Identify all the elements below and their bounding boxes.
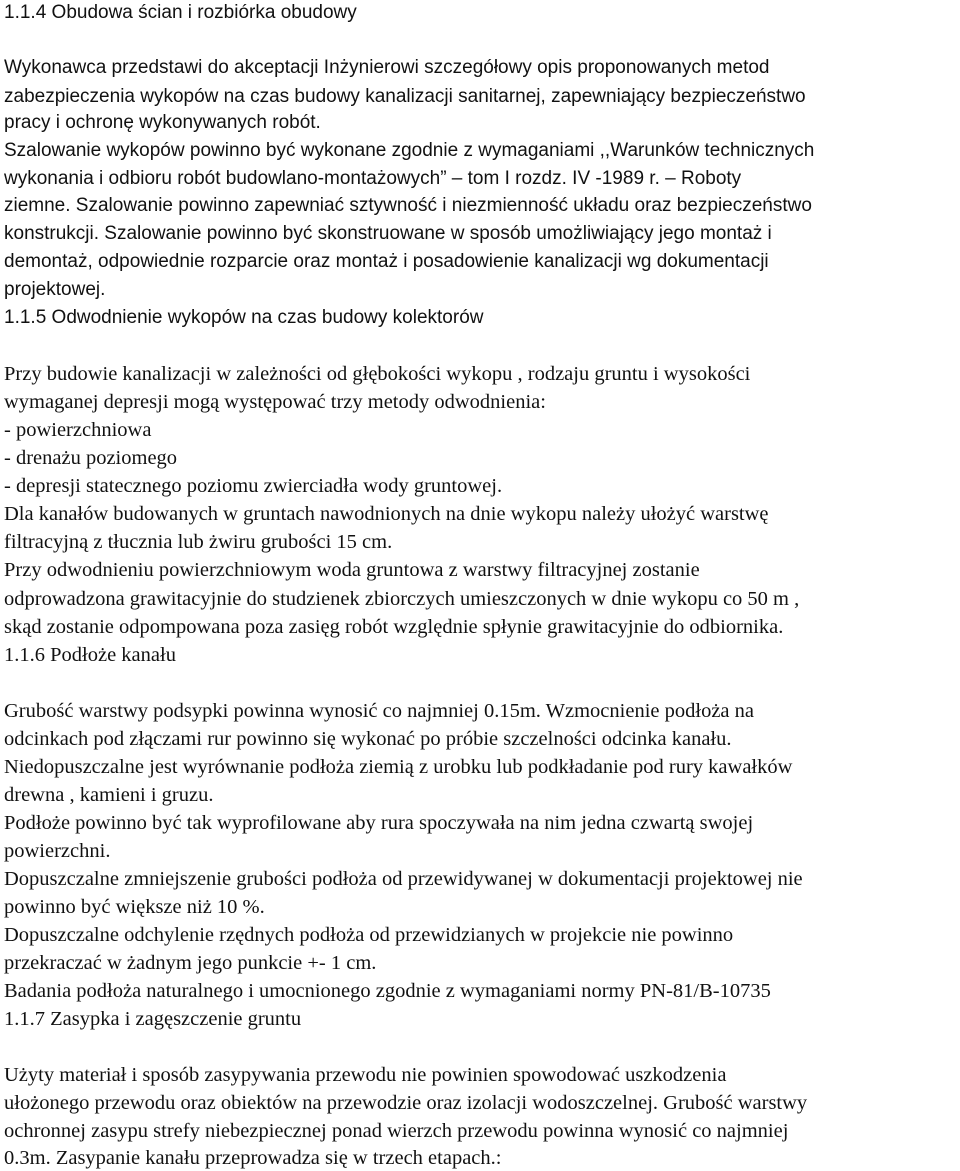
paragraph-line: Grubość warstwy podsypki powinna wynosić co najmniej 0.15m. Wzmocnienie podłoża na: [4, 700, 754, 722]
paragraph-line: odcinkach pod złączami rur powinno się wykonać po próbie szczelności odcinka kanału.: [4, 728, 732, 750]
paragraph-line: Wykonawca przedstawi do akceptacji Inżynierowi szczegółowy opis proponowanych metod: [4, 57, 770, 78]
paragraph-line: zabezpieczenia wykopów na czas budowy kanalizacji sanitarnej, zapewniający bezpieczeństwo: [4, 86, 806, 107]
paragraph-line: powierzchni.: [4, 840, 111, 862]
section-heading-1-1-6: 1.1.6 Podłoże kanału: [4, 644, 176, 666]
paragraph-line: wymaganej depresji mogą występować trzy metody odwodnienia:: [4, 391, 546, 413]
section-heading-1-1-5: 1.1.5 Odwodnienie wykopów na czas budowy kolektorów: [4, 307, 484, 328]
paragraph-line: ułożonego przewodu oraz obiektów na przewodzie oraz izolacji wodoszczelnej. Grubość warstwy: [4, 1092, 808, 1114]
paragraph-line: Podłoże powinno być tak wyprofilowane aby rura spoczywała na nim jedna czwartą swojej: [4, 812, 754, 834]
paragraph-line: Przy budowie kanalizacji w zależności od głębokości wykopu , rodzaju gruntu i wysokości: [4, 363, 751, 385]
paragraph-line: ziemne. Szalowanie powinno zapewniać sztywność i niezmienność układu oraz bezpieczeństwo: [4, 195, 812, 216]
paragraph-line: Przy odwodnieniu powierzchniowym woda gruntowa z warstwy filtracyjnej zostanie: [4, 559, 700, 581]
list-item: - depresji statecznego poziomu zwierciadła wody gruntowej.: [4, 475, 503, 497]
paragraph-line: powinno być większe niż 10 %.: [4, 896, 265, 918]
paragraph-line: ochronnej zasypu strefy niebezpiecznej ponad wierzch przewodu powinna wynosić co najmniej: [4, 1120, 789, 1142]
paragraph-line: Dla kanałów budowanych w gruntach nawodnionych na dnie wykopu należy ułożyć warstwę: [4, 503, 769, 525]
paragraph-line: Użyty materiał i sposób zasypywania przewodu nie powinien spowodować uszkodzenia: [4, 1064, 727, 1086]
paragraph-line: pracy i ochronę wykonywanych robót.: [4, 112, 321, 133]
paragraph-line: filtracyjną z tłucznia lub żwiru grubości 15 cm.: [4, 531, 393, 553]
list-item: - powierzchniowa: [4, 419, 152, 441]
paragraph-line: drewna , kamieni i gruzu.: [4, 784, 214, 806]
paragraph-line: demontaż, odpowiednie rozparcie oraz montaż i posadowienie kanalizacji wg dokumentacji: [4, 251, 769, 272]
list-item: - drenażu poziomego: [4, 447, 178, 469]
paragraph-line: projektowej.: [4, 279, 106, 300]
paragraph-line: konstrukcji. Szalowanie powinno być skonstruowane w sposób umożliwiający jego montaż i: [4, 223, 772, 244]
section-heading-1-1-4: 1.1.4 Obudowa ścian i rozbiórka obudowy: [4, 2, 357, 23]
paragraph-line: Dopuszczalne zmniejszenie grubości podłoża od przewidywanej w dokumentacji projektowej nie: [4, 868, 803, 890]
paragraph-line: Badania podłoża naturalnego i umocnionego zgodnie z wymaganiami normy PN-81/B-10735: [4, 980, 771, 1002]
paragraph-line: wykonania i odbioru robót budowlano-montażowych” – tom I rozdz. IV -1989 r. – Roboty: [4, 168, 742, 189]
paragraph-line: przekraczać w żadnym jego punkcie +- 1 cm.: [4, 952, 377, 974]
paragraph-line: skąd zostanie odpompowana poza zasięg robót względnie spłynie grawitacyjnie do odbiornika.: [4, 616, 784, 638]
paragraph-line: Niedopuszczalne jest wyrównanie podłoża ziemią z urobku lub podkładanie pod rury kawałków: [4, 756, 793, 778]
paragraph-line: odprowadzona grawitacyjnie do studzienek zbiorczych umieszczonych w dnie wykopu co 50 m ,: [4, 588, 800, 610]
section-heading-1-1-7: 1.1.7 Zasypka i zagęszczenie gruntu: [4, 1008, 302, 1030]
paragraph-line: 0.3m. Zasypanie kanału przeprowadza się w trzech etapach.:: [4, 1147, 502, 1169]
paragraph-line: Szalowanie wykopów powinno być wykonane zgodnie z wymaganiami ,,Warunków technicznych: [4, 140, 815, 161]
paragraph-line: Dopuszczalne odchylenie rzędnych podłoża od przewidzianych w projekcie nie powinno: [4, 924, 734, 946]
